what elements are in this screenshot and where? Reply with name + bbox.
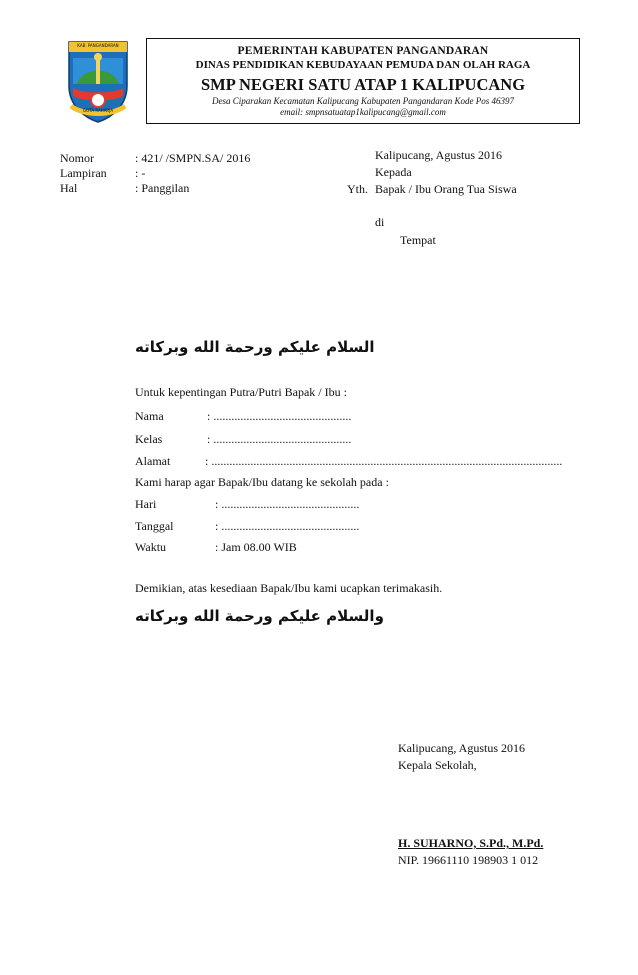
- nama-value: : ..............................................: [207, 409, 352, 423]
- tanggal-label: Tanggal: [135, 519, 174, 533]
- school-address: Desa Ciparakan Kecamatan Kalipucang Kabupaten Pangandaran Kode Pos 46397: [212, 96, 514, 106]
- logo-top-text: KAB. PANGANDARAN: [77, 43, 119, 48]
- nomor-value: : 421/ /SMPN.SA/ 2016: [135, 151, 251, 165]
- waktu-label: Waktu: [135, 540, 167, 554]
- closing-text: Demikian, atas kesediaan Bapak/Ibu kami ucapkan terimakasih.: [135, 581, 443, 595]
- request-text: Kami harap agar Bapak/Ibu datang ke sekolah pada :: [135, 475, 389, 489]
- recipient-di: di: [375, 215, 385, 229]
- signatory-name: H. SUHARNO, S.Pd., M.Pd.: [398, 836, 544, 850]
- tanggal-value: : ..............................................: [215, 519, 360, 533]
- kelas-label: Kelas: [135, 432, 163, 446]
- letterhead: [146, 38, 580, 124]
- waktu-value: : Jam 08.00 WIB: [215, 540, 297, 554]
- hal-value: : Panggilan: [135, 181, 190, 195]
- lampiran-value: : -: [135, 166, 146, 180]
- hari-label: Hari: [135, 497, 157, 511]
- recipient-yth: Yth.: [347, 182, 368, 196]
- regency-logo: [63, 36, 133, 126]
- school-email: email: smpnsatuatap1kalipucang@gmail.com: [280, 107, 446, 117]
- department-title: DINAS PENDIDIKAN KEBUDAYAAN PEMUDA DAN OLAH RAGA: [195, 59, 531, 71]
- recipient-kepada: Kepada: [375, 165, 412, 179]
- kelas-value: : ..............................................: [207, 432, 352, 446]
- body-intro: Untuk kepentingan Putra/Putri Bapak / Ibu :: [135, 385, 347, 399]
- hal-label: Hal: [60, 181, 78, 195]
- recipient-name: Bapak / Ibu Orang Tua Siswa: [375, 182, 517, 196]
- school-name: SMP NEGERI SATU ATAP 1 KALIPUCANG: [200, 75, 526, 94]
- nama-label: Nama: [135, 409, 164, 423]
- signature-title: Kepala Sekolah,: [398, 758, 477, 772]
- lampiran-label: Lampiran: [60, 166, 107, 180]
- government-title: PEMERINTAH KABUPATEN PANGANDARAN: [237, 45, 489, 57]
- recipient-tempat: Tempat: [400, 233, 436, 247]
- recipient-place-date: Kalipucang, Agustus 2016: [375, 148, 502, 162]
- logo-bottom-text: GOTA RAHARJA: [82, 108, 114, 113]
- hari-value: : ..............................................: [215, 497, 360, 511]
- greeting-opening: السلام عليكم ورحمة الله وبركاته: [135, 338, 375, 356]
- alamat-label: Alamat: [135, 454, 171, 468]
- signatory-nip: NIP. 19661110 198903 1 012: [398, 853, 539, 867]
- nomor-label: Nomor: [60, 151, 94, 165]
- alamat-value: : .....................................................................................................................: [205, 454, 563, 468]
- signature-place-date: Kalipucang, Agustus 2016: [398, 741, 525, 755]
- greeting-closing: والسلام عليكم ورحمة الله وبركاته: [135, 607, 384, 625]
